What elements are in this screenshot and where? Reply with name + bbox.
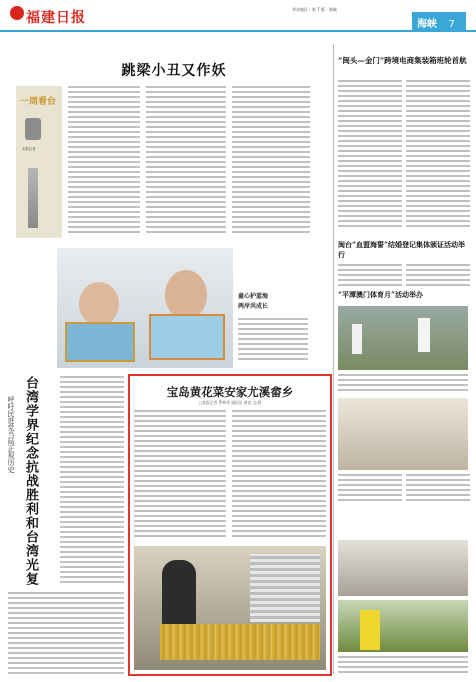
girl-left <box>79 282 119 326</box>
right-article1-body-a <box>338 80 402 230</box>
article-title: 跳梁小丑又作妖 <box>121 63 227 79</box>
featured-body-col2 <box>232 410 326 540</box>
column-name: 一周看台 <box>20 97 57 107</box>
column-rule <box>333 44 334 674</box>
author-avatar <box>25 118 41 140</box>
exhibition-body-a <box>338 474 402 502</box>
player-right <box>418 318 430 352</box>
vertical-subheadline: 呼吁民进党当局正视历史 <box>7 396 15 473</box>
vertical-article-body-bottom <box>8 592 124 676</box>
daylily-photo <box>134 546 326 670</box>
vertical-article-body <box>60 376 124 586</box>
girl-right <box>165 270 207 320</box>
tower-illustration <box>28 168 38 228</box>
baseball-photo <box>338 306 468 370</box>
player-left <box>352 324 362 354</box>
section-tab: 海峡 7 <box>412 12 466 30</box>
right-article2-body-b <box>406 264 470 288</box>
exhibition-body-b <box>406 474 470 502</box>
right-article3-title: “平潭澳门体育月”活动举办 <box>338 290 424 299</box>
right-article1-title: “闽头—金门”跨境电商集装箱班轮首航 <box>338 56 467 65</box>
vertical-headline: 台湾学界纪念抗战胜利和台湾光复 <box>23 376 38 586</box>
featured-title: 宝岛黄花菜安家尤溪畲乡 <box>166 385 294 399</box>
whale-painting-right <box>149 314 225 360</box>
right-article2-title: 闽台“血盟海誓”结婚登记集体颁证活动举行 <box>338 240 466 259</box>
newspaper-logo: 福建日报 <box>26 10 86 26</box>
article-body-col3 <box>232 86 310 236</box>
person-yellow <box>360 610 380 650</box>
daylily-tray <box>160 624 320 660</box>
right-article3-body <box>338 374 468 394</box>
drying-racks <box>250 554 320 622</box>
author: 本报记者 <box>22 147 36 151</box>
gallery-caption <box>338 656 468 674</box>
photo-caption-body <box>238 318 308 362</box>
right-article1-body-b <box>406 80 470 230</box>
featured-body-col1 <box>134 410 226 540</box>
sun-logo-icon <box>10 6 24 20</box>
people-photo <box>338 600 468 652</box>
article-body-col2 <box>146 86 226 236</box>
gallery-photo <box>338 540 468 596</box>
right-article2-body-a <box>338 264 402 288</box>
whale-painting-left <box>65 322 135 362</box>
farmer-figure <box>162 560 196 630</box>
featured-byline: □本报记者 罗辉华 通讯员 黄良 文/图 <box>198 400 262 405</box>
children-painting-photo <box>57 248 233 368</box>
article-body-col1 <box>68 86 140 236</box>
exhibition-photo <box>338 398 468 470</box>
photo-caption: 童心护蓝海 两岸共成长 <box>238 293 269 310</box>
column-sidebar <box>16 86 62 238</box>
header-info: 华东地区 · 第 7 版 · 海峡 <box>292 7 337 12</box>
